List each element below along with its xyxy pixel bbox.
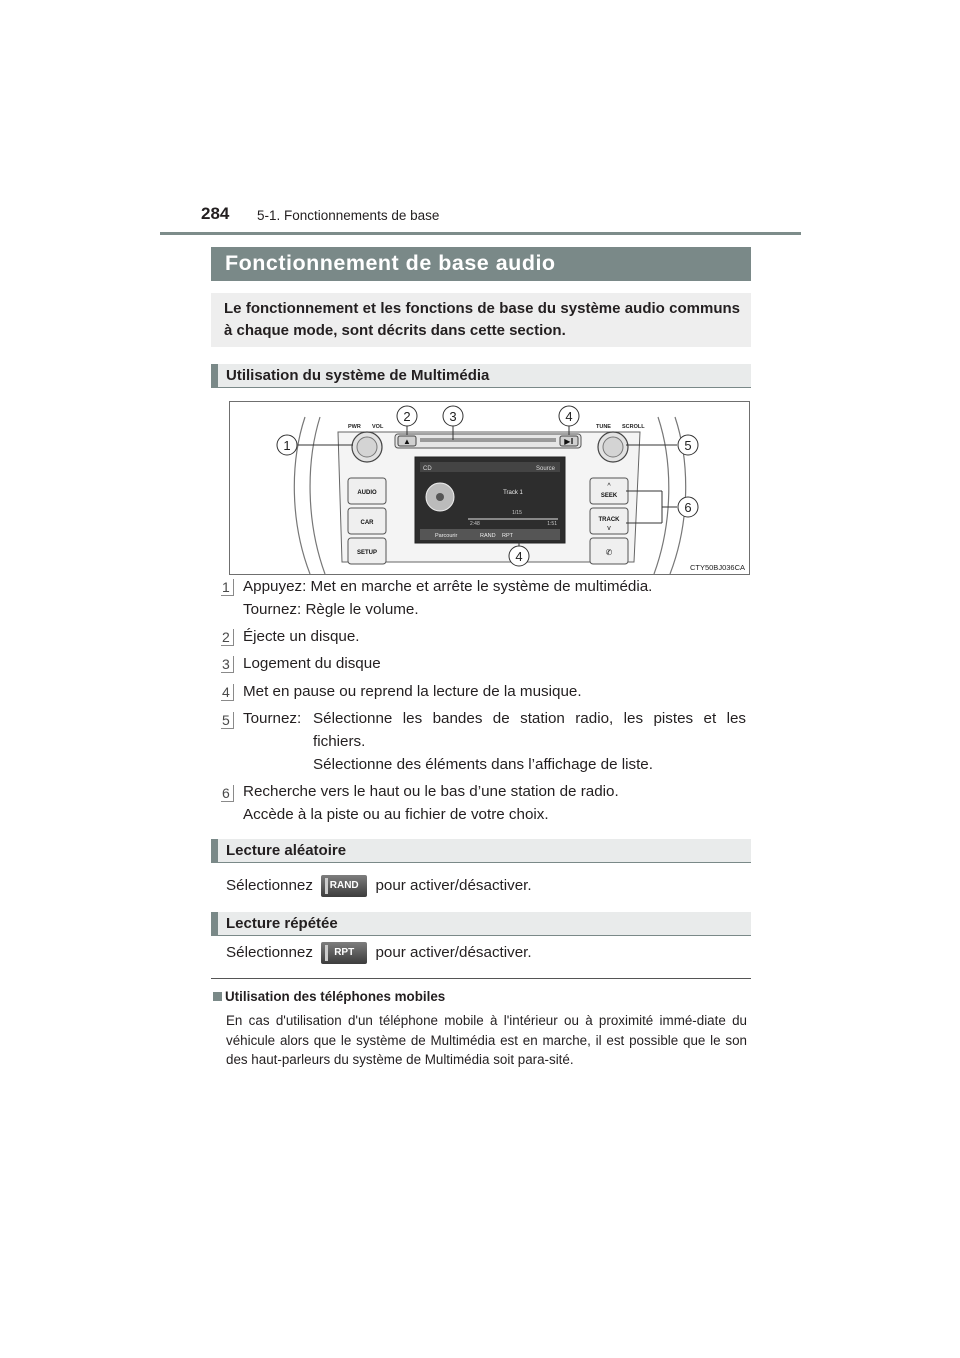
svg-text:SEEK: SEEK	[600, 493, 618, 499]
item-2-number: 2	[221, 629, 234, 646]
header-rule	[160, 232, 801, 235]
svg-text:TRACK: TRACK	[598, 517, 620, 523]
svg-text:Track 1: Track 1	[503, 490, 523, 496]
rpt-button-image	[321, 942, 367, 964]
random-before: Sélectionnez	[226, 877, 313, 895]
repeat-after: pour activer/désactiver.	[375, 944, 532, 962]
subheading-random	[211, 839, 751, 863]
svg-text:2: 2	[403, 409, 411, 424]
svg-text:^: ^	[607, 483, 611, 490]
head-unit-drawing	[230, 402, 749, 574]
svg-text:CAR: CAR	[360, 520, 374, 526]
item-4-line-1: Met en pause ou reprend la lecture de la musique.	[243, 683, 582, 700]
subheading-multimedia-text: Utilisation du système de Multimédia	[226, 367, 490, 384]
section-header: 5-1. Fonctionnements de base	[257, 208, 440, 223]
repeat-instruction	[226, 942, 532, 964]
subheading-repeat-text: Lecture répétée	[226, 915, 338, 932]
callout-3	[443, 406, 463, 426]
intro-box	[211, 293, 751, 347]
page-title: Fonctionnement de base audio	[225, 251, 556, 275]
subheading-random-text: Lecture aléatoire	[226, 842, 347, 859]
random-instruction	[226, 875, 532, 897]
item-5-line-2: fichiers.	[313, 733, 366, 750]
callout-5	[678, 435, 698, 455]
page-number: 284	[201, 204, 230, 223]
svg-text:▲: ▲	[403, 437, 411, 446]
item-5-prefix: Tournez:	[243, 710, 302, 727]
svg-text:SETUP: SETUP	[356, 550, 378, 556]
svg-text:1: 1	[283, 438, 291, 453]
item-1-line-2: Tournez: Règle le volume.	[243, 601, 419, 618]
svg-text:1:51: 1:51	[547, 521, 557, 527]
square-bullet-icon	[213, 992, 222, 1001]
item-5-line-1: Sélectionne les bandes de station radio, les pistes et les	[313, 710, 746, 727]
svg-text:TUNE: TUNE	[596, 424, 611, 430]
repeat-before: Sélectionnez	[226, 944, 313, 962]
svg-text:AUDIO: AUDIO	[357, 490, 377, 496]
svg-text:1/15: 1/15	[512, 510, 522, 516]
head-unit-illustration	[229, 401, 750, 575]
callout-1	[277, 435, 297, 455]
item-5-line-3: Sélectionne des éléments dans l’affichage de liste.	[313, 756, 653, 773]
title-bar	[211, 247, 751, 281]
item-3-number: 3	[221, 656, 234, 673]
item-2-line-1: Éjecte un disque.	[243, 628, 360, 645]
figure-code: CTY50BJ036CA	[689, 563, 745, 572]
svg-text:2:48: 2:48	[470, 521, 480, 527]
random-after: pour activer/désactiver.	[375, 877, 532, 895]
notes-rule	[211, 978, 751, 979]
svg-text:▶‖: ▶‖	[564, 437, 574, 446]
subheading-repeat	[211, 912, 751, 936]
notes-heading-text: Utilisation des téléphones mobiles	[225, 989, 446, 1004]
svg-text:v: v	[607, 525, 611, 532]
notes-body-text: En cas d'utilisation d'un téléphone mobile à l'intérieur ou à proximité immé-diate du véhicule alors que le système de Multimédia est en marche, il est possible que le son des haut-parleurs du système de Multimédia soit para-sité.	[226, 1013, 747, 1067]
notes-heading	[213, 989, 445, 1004]
notes-body	[226, 1011, 747, 1070]
item-6-line-1: Recherche vers le haut ou le bas d’une station de radio.	[243, 783, 619, 800]
callout-2	[397, 406, 417, 426]
item-4-number: 4	[221, 684, 234, 701]
item-6-line-2: Accède à la piste ou au fichier de votre choix.	[243, 806, 549, 823]
rand-button-label: RAND	[329, 880, 359, 891]
svg-text:PWR: PWR	[348, 424, 361, 430]
svg-text:4: 4	[565, 409, 573, 424]
svg-text:Source: Source	[535, 466, 555, 472]
callout-4-top	[559, 406, 579, 426]
svg-text:VOL: VOL	[372, 424, 384, 430]
rand-button-image	[321, 875, 367, 897]
screen-cd-label: CD	[423, 466, 432, 472]
svg-text:5: 5	[684, 438, 692, 453]
svg-text:✆: ✆	[605, 548, 613, 557]
svg-text:6: 6	[684, 500, 692, 515]
svg-text:4: 4	[515, 549, 523, 564]
item-1-number: 1	[221, 579, 234, 596]
callout-4-bottom	[509, 546, 529, 566]
svg-text:SCROLL: SCROLL	[622, 424, 645, 430]
item-5-number: 5	[221, 712, 234, 729]
svg-text:RAND: RAND	[480, 533, 496, 539]
svg-text:Parcourir: Parcourir	[435, 533, 458, 539]
item-3-line-1: Logement du disque	[243, 655, 381, 672]
subheading-multimedia	[211, 364, 751, 388]
item-6-number: 6	[221, 785, 234, 802]
svg-text:RPT: RPT	[502, 533, 513, 539]
rpt-button-label: RPT	[334, 947, 355, 958]
callout-6	[678, 497, 698, 517]
intro-text: Le fonctionnement et les fonctions de base du système audio communs à chaque mode, sont décrits dans cette section.	[224, 300, 740, 339]
item-1-line-1: Appuyez: Met en marche et arrête le système de multimédia.	[243, 578, 653, 595]
svg-text:3: 3	[449, 409, 457, 424]
